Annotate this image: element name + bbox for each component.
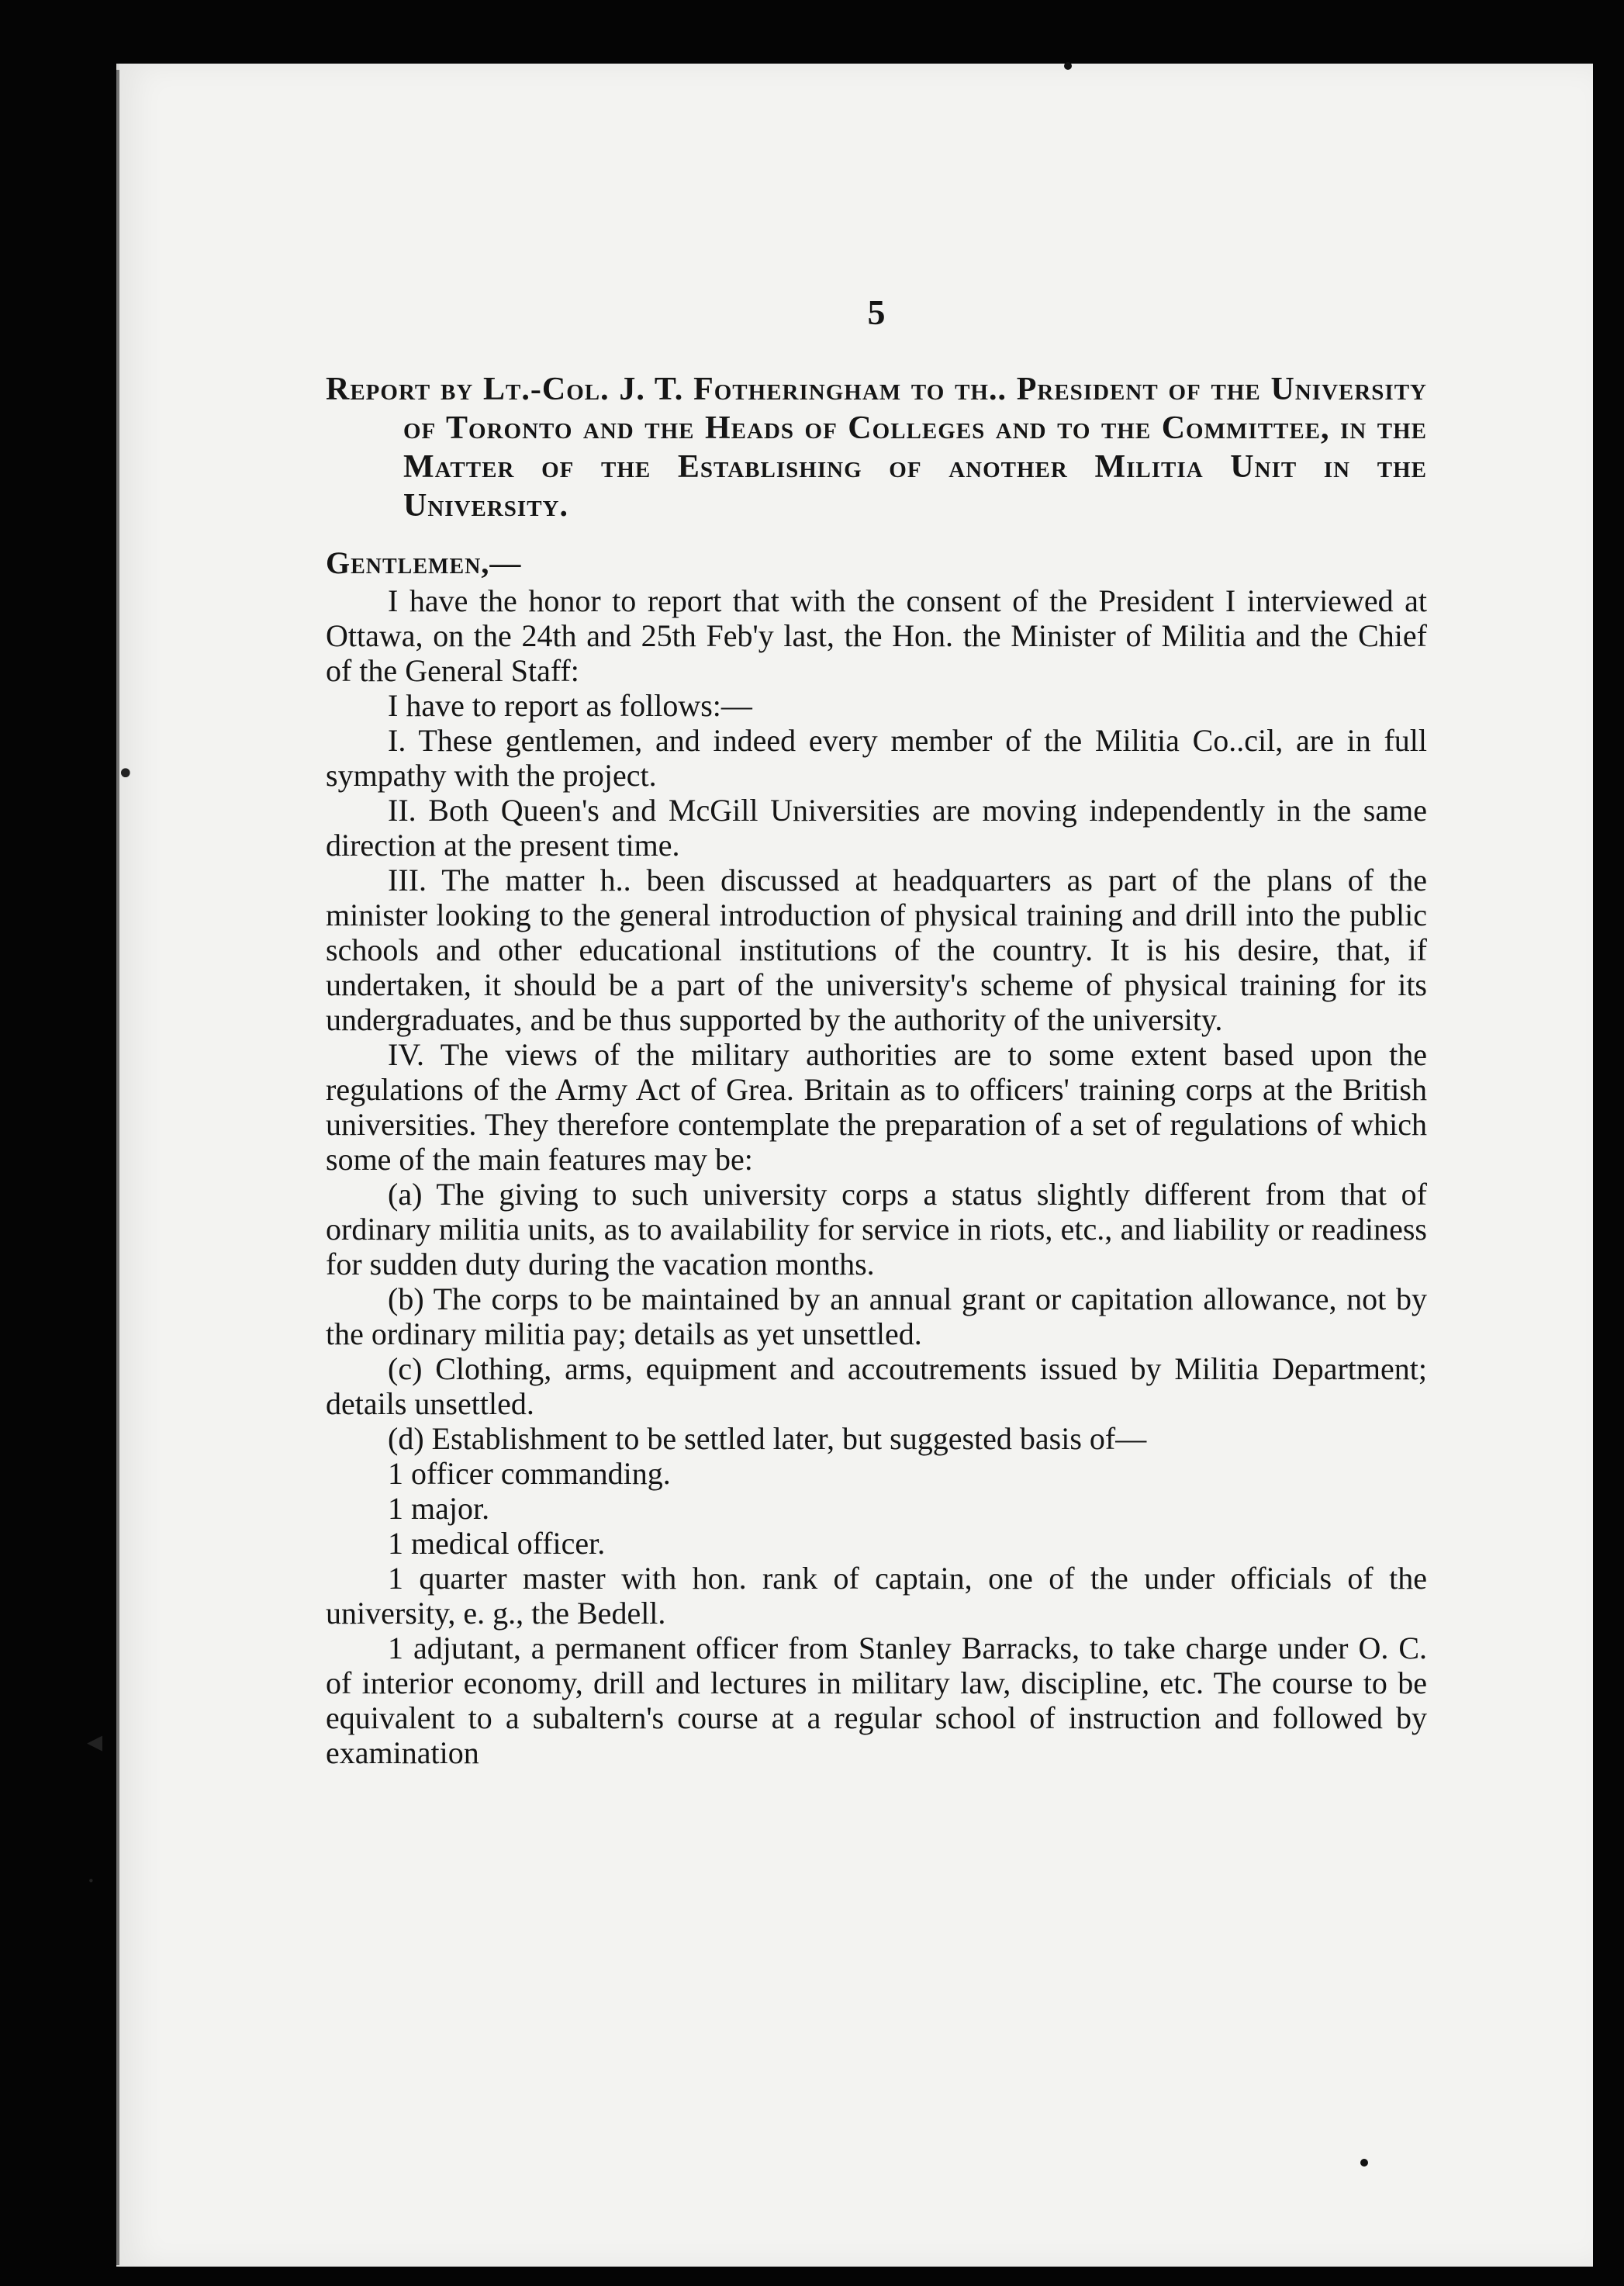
paragraph: I have to report as follows:—	[388, 688, 752, 723]
margin-mark-left-3: ·	[87, 1866, 95, 1897]
paragraph: II. Both Queen's and McGill Universities are moving independently in the same direction at the present time.	[326, 793, 1427, 863]
paragraph: 1 adjutant, a permanent officer from Stanley Barracks, to take charge under O. C. of interior economy, drill and lectures in military law, discipline, etc. The course to be equivalent to a subaltern's course at a regular school of instruction and followed by examination	[326, 1631, 1427, 1770]
page-speck-bottom	[1360, 2159, 1368, 2167]
paragraph: 1 quarter master with hon. rank of captain, one of the under officials of the university, e. g., the Bedell.	[326, 1561, 1427, 1631]
paragraph: (c) Clothing, arms, equipment and accoutrements issued by Militia Department; details unsettled.	[326, 1351, 1427, 1421]
paragraph: (d) Establishment to be settled later, but suggested basis of—	[388, 1421, 1147, 1456]
establishment-item: 1 officer commanding.	[388, 1456, 671, 1491]
establishment-item: 1 medical officer.	[388, 1526, 606, 1561]
paragraph: I have the honor to report that with the consent of the President I interviewed at Ottawa, on the 24th and 25th Feb'y last, the Hon. the Minister of Militia and the Chief of the General Staff:	[326, 583, 1427, 688]
paragraph: (b) The corps to be maintained by an annual grant or capitation allowance, not by the ordinary militia pay; details as yet unsettled.	[326, 1281, 1427, 1351]
page-number: 5	[867, 292, 886, 332]
document-title: Report by Lt.-Col. J. T. Fotheringham to th.. President of the University of Toronto and the Heads of Colleges and to the Committee, in the Matter of the Establishing of another Militia Unit in the University.	[326, 372, 1427, 524]
page-speck-top	[1064, 62, 1072, 70]
paragraph: (a) The giving to such university corps a status slightly different from that of ordinary militia units, as to availability for service in riots, etc., and liability or readiness for sudden duty during the vacation months.	[326, 1177, 1427, 1281]
margin-mark-left-1: •	[116, 756, 135, 792]
paragraph: III. The matter h.. been discussed at headquarters as part of the plans of the minister looking to the general introduction of physical training and drill into the public schools and other educational institutions of the country. It is his desire, that, if undertaken, it should be a part of the university's scheme of physical training for its undergraduates, and be thus supported by the authority of the university.	[326, 863, 1427, 1037]
document-body	[326, 292, 1427, 1770]
binding-gutter-line	[116, 70, 119, 2265]
margin-mark-left-2: ◂	[87, 1724, 103, 1759]
salutation: Gentlemen,—	[326, 545, 522, 580]
paragraph: I. These gentlemen, and indeed every member of the Militia Co..cil, are in full sympathy with the project.	[326, 723, 1427, 793]
establishment-item: 1 major.	[388, 1491, 490, 1526]
paragraph: IV. The views of the military authorities are to some extent based upon the regulations of the Army Act of Grea. Britain as to officers' training corps at the British universities. They therefore contemplate the preparation of a set of regulations of which some of the main features may be:	[326, 1037, 1427, 1177]
